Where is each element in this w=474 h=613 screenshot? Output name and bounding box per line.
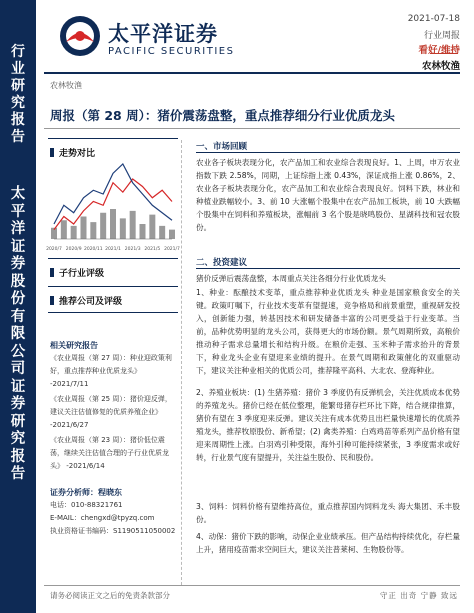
sub-rating-title xyxy=(50,266,104,279)
analyst-phone: 电话：010-88321761 xyxy=(50,501,123,509)
bullet-icon xyxy=(50,296,54,305)
section-rule xyxy=(196,268,460,269)
chart-volume-bar xyxy=(71,226,77,239)
chart-volume-bar xyxy=(120,218,126,239)
chart-volume-bar xyxy=(149,215,155,239)
pacific-securities-logo xyxy=(58,14,102,58)
chart-x-tick-label: 2020/9 xyxy=(65,247,82,252)
industry-rating: 看好/维持 xyxy=(418,45,460,56)
advice-animal-health: 4、动保：猪价下跌的影响，动保企业业绩承压。但产品结构持续优化，存栏量上升，猪用疫苗需求空间巨大，建议关注普莱柯、生物股份等。 xyxy=(196,532,460,554)
chart-volume-bar xyxy=(110,209,116,239)
chart-volume-bar xyxy=(169,230,175,239)
chart-volume-bar xyxy=(90,222,96,239)
chart-x-tick-label: 2021/7 xyxy=(164,247,180,252)
trend-rule-top xyxy=(48,138,178,139)
disclaimer-note: 请务必阅读正文之后的免责条款部分 xyxy=(50,591,170,600)
sidebar xyxy=(0,0,36,613)
analyst-name: 证券分析师：程晓东 xyxy=(50,488,122,497)
section-rule xyxy=(196,152,460,153)
trend-chart xyxy=(48,158,178,253)
related-report-link[interactable]: 《农业周报（第 23 周）：猪价低位震荡，继续关注估值合理的子行业优质龙头》 -2021/6/14 xyxy=(50,436,169,470)
chart-volume-bar xyxy=(61,220,67,239)
sub-rating-rule xyxy=(48,258,178,259)
report-type: 行业周报 xyxy=(423,31,460,41)
chart-x-tick-label: 2021/3 xyxy=(124,247,141,252)
page-title: 周报（第 28 周）：猪价震荡盘整，重点推荐细分行业优质龙头 xyxy=(50,108,395,123)
bullet-icon xyxy=(50,268,54,277)
sidebar-text-company: 太平洋证券股份有限公司证券研究报告 xyxy=(10,186,26,482)
sector-name: 农林牧渔 xyxy=(421,61,460,72)
header-divider xyxy=(44,72,460,74)
chart-x-tick-label: 2020/11 xyxy=(83,247,103,252)
analyst-email[interactable]: E-MAIL：chengxd@tpyzq.com xyxy=(50,514,155,522)
brand-name-en: PACIFIC SECURITIES xyxy=(108,46,235,57)
market-review-paragraph: 农业各子板块表现分化，农产品加工和农业综合表现良好。1、上周，申万农业指数下跌 2.58%，同期，上证综指上涨 0.43%，深证成指上涨 0.86%，2、农业各子板块表现分化，农产品加工和农业综合表现良好。饲料下跌，林业和种植业跌幅较小。3、前 10 大涨幅个股集中在农产品加工板块，前 10 大跌幅个股集中在饲料和养殖板块，涨幅前 3 名个股是晓鸣股份、星湖科技和冠农股份。 xyxy=(196,158,460,232)
report-date: 2021-07-18 xyxy=(407,14,460,24)
related-reports-list xyxy=(50,352,178,475)
chart-x-tick-label: 2020/7 xyxy=(46,247,62,252)
stock-rating-title xyxy=(50,294,122,307)
chart-volume-bar xyxy=(140,224,146,239)
related-report-link[interactable]: 《农业周报（第 27 周）：种业迎政策利好，重点推荐种业优质龙头》 -2021/7/11 xyxy=(50,354,172,388)
chart-volume-bar xyxy=(100,213,106,239)
chart-volume-bar xyxy=(159,226,165,239)
advice-livestock: 2、养殖业板块：(1) 生猪养殖：猪价 3 季度仍有反弹机会，关注优质成本优势的养殖龙头。猪价已经在低位整理，能繁母猪存栏环比下降，结合规律推算，猪价有望在 3 季度迎来反弹。建议关注有成本优势且出栏量快速增长的优质养殖龙头，推荐牧原股份、新希望；(2) 禽类养殖：白鸡鸡苗等系列产品价格有望迎来周期性上涨。白羽鸡引种受限，海外引种可能持续紧张，3 季度需求或好转，行业景气度有望提升，关注益生股份、民和股份。 xyxy=(196,388,460,462)
section-investment-advice: 二、投资建议 xyxy=(196,258,248,268)
section-market-review: 一、市场回顾 xyxy=(196,142,248,152)
trend-title-text: 走势对比 xyxy=(59,149,96,159)
analyst-info xyxy=(50,486,180,538)
advice-seed-industry: 1、种业：酝酿技术变革，重点推荐种业优质龙头 种业是国家粮食安全的关键。政策叮嘱下，行业技术变革有望提速，竞争格局和前景重塑，重视研发投入，创新能力强，转基因技术和研发储备丰富的公司更受益于行业变革。当前，品种优势明显的龙头公司，获得更大的市场份额。景气周期所致，高粮价推动种子需求总量增长和结构升级。在粮价走强、玉米种子需求抬升的背景下，种业龙头企业有望迎来业绩的提升。在景气周期和政策催化的双重驱动下，建议关注种业相关的优质公司，推荐隆平高科、大北农、登海种业。 xyxy=(196,288,460,375)
rating-underline xyxy=(430,53,458,54)
stock-rating-rule xyxy=(48,286,178,287)
column-divider xyxy=(181,140,182,585)
stock-rating-title-text: 推荐公司及评级 xyxy=(59,297,123,307)
bullet-icon xyxy=(50,148,54,157)
brand-name-cn: 太平洋证券 xyxy=(108,22,218,46)
stock-rating-rule-bottom xyxy=(48,312,178,313)
related-report-link[interactable]: 《农业周报（第 25 周）：猪价迎反弹，建议关注估值修复的优质养殖企业》 -2021/6/27 xyxy=(50,395,172,429)
advice-feed: 3、饲料：饲料价格有望维持高位，重点推荐国内饲料龙头 海大集团、禾丰股份。 xyxy=(196,502,460,524)
advice-intro: 猪价反弹后震荡盘整，本周重点关注各细分行业优质龙头 xyxy=(196,274,386,283)
chart-x-tick-label: 2021/5 xyxy=(144,247,161,252)
sidebar-text-report-type: 行业研究报告 xyxy=(11,44,25,145)
footer-divider xyxy=(44,585,460,586)
chart-volume-bar xyxy=(81,217,87,240)
sub-rating-title-text: 子行业评级 xyxy=(59,269,105,279)
related-reports-title: 相关研究报告 xyxy=(50,341,98,350)
company-motto: 守正 出奇 宁静 致远 xyxy=(379,591,458,600)
analyst-license: 执业资格证书编码：S1190511050002 xyxy=(50,527,176,535)
title-divider xyxy=(44,128,460,129)
chart-x-tick-label: 2021/1 xyxy=(105,247,121,252)
breadcrumb: 农林牧渔 xyxy=(50,81,82,90)
chart-volume-bar xyxy=(130,211,136,239)
